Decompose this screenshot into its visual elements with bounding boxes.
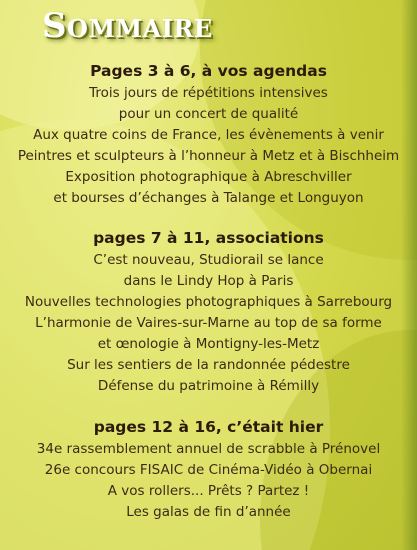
toc-section-associations — [0, 227, 417, 397]
toc-line: Sur les sentiers de la randonnée pédestre — [67, 357, 350, 373]
toc-line: Peintres et sculpteurs à l’honneur à Metz et à Bischheim — [17, 148, 400, 164]
toc-line: Nouvelles technologies photographiques à Sarrebourg — [24, 294, 393, 310]
toc-line: C’est nouveau, Studiorail se lance — [93, 252, 324, 268]
section-heading: Pages 3 à 6, à vos agendas — [90, 62, 327, 80]
toc-section-agendas — [0, 60, 417, 209]
toc-line: Exposition photographique à Abreschviller — [65, 169, 352, 185]
section-heading: pages 12 à 16, c’était hier — [93, 418, 324, 436]
page-title: Sommaire — [42, 6, 213, 46]
toc-section-past-events — [0, 416, 417, 523]
toc-line: A vos rollers... Prêts ? Partez ! — [107, 483, 310, 499]
toc-line: Les galas de fin d’année — [126, 504, 291, 520]
toc-line: 34e rassemblement annuel de scrabble à Prénovel — [36, 441, 381, 457]
toc-line: 26e concours FISAIC de Cinéma-Vidéo à Obernai — [44, 462, 373, 478]
toc-line: pour un concert de qualité — [118, 106, 299, 122]
toc-line: et bourses d’échanges à Talange et Longuyon — [53, 190, 364, 206]
toc-line: Aux quatre coins de France, les évènements à venir — [33, 127, 384, 143]
toc-line: Trois jours de répétitions intensives — [89, 85, 328, 101]
toc-line: dans le Lindy Hop à Paris — [123, 273, 294, 289]
toc-line: et œnologie à Montigny-les-Metz — [97, 336, 320, 352]
toc-line: L’harmonie de Vaires-sur-Marne au top de sa forme — [35, 315, 382, 331]
section-heading: pages 7 à 11, associations — [93, 229, 324, 247]
toc-line: Défense du patrimoine à Rémilly — [97, 378, 320, 394]
